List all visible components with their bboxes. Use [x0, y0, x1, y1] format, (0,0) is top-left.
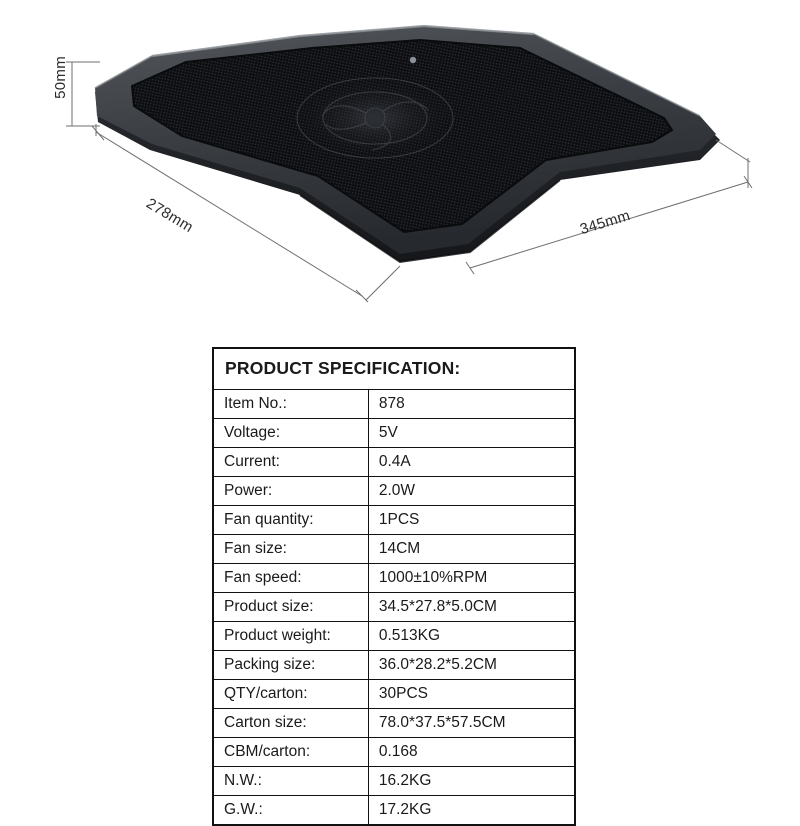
- spec-value-carton-size: 78.0*37.5*57.5CM: [368, 709, 575, 738]
- spec-label-fan-quantity: Fan quantity:: [213, 506, 368, 535]
- spec-label-product-weight: Product weight:: [213, 622, 368, 651]
- spec-label-power: Power:: [213, 477, 368, 506]
- product-specification-table: [212, 347, 576, 826]
- spec-value-item-no: 878: [368, 390, 575, 419]
- spec-table-title-row: [213, 348, 575, 390]
- spec-label-fan-speed: Fan speed:: [213, 564, 368, 593]
- spec-label-qty-carton: QTY/carton:: [213, 680, 368, 709]
- spec-table-title: PRODUCT SPECIFICATION:: [213, 348, 575, 390]
- spec-label-carton-size: Carton size:: [213, 709, 368, 738]
- dimension-depth-label: 278mm: [143, 195, 197, 237]
- product-illustration: [0, 0, 800, 340]
- spec-label-item-no: Item No.:: [213, 390, 368, 419]
- spec-label-packing-size: Packing size:: [213, 651, 368, 680]
- spec-label-current: Current:: [213, 448, 368, 477]
- product-image: [0, 0, 800, 340]
- spec-label-product-size: Product size:: [213, 593, 368, 622]
- table-row: [213, 477, 575, 506]
- spec-value-nw: 16.2KG: [368, 767, 575, 796]
- spec-label-voltage: Voltage:: [213, 419, 368, 448]
- table-row: [213, 738, 575, 767]
- table-row: [213, 506, 575, 535]
- spec-table-body: [213, 348, 575, 825]
- spec-label-fan-size: Fan size:: [213, 535, 368, 564]
- table-row: [213, 419, 575, 448]
- table-row: [213, 564, 575, 593]
- spec-value-product-weight: 0.513KG: [368, 622, 575, 651]
- table-row: [213, 651, 575, 680]
- spec-value-qty-carton: 30PCS: [368, 680, 575, 709]
- spec-value-voltage: 5V: [368, 419, 575, 448]
- spec-label-nw: N.W.:: [213, 767, 368, 796]
- table-row: [213, 535, 575, 564]
- dimension-height-label: 50mm: [52, 56, 69, 99]
- spec-value-product-size: 34.5*27.8*5.0CM: [368, 593, 575, 622]
- spec-label-gw: G.W.:: [213, 796, 368, 826]
- table-row: [213, 767, 575, 796]
- dimension-width-label: 345mm: [578, 206, 633, 239]
- table-row: [213, 680, 575, 709]
- spec-value-fan-size: 14CM: [368, 535, 575, 564]
- table-row: [213, 622, 575, 651]
- table-row: [213, 709, 575, 738]
- spec-value-fan-quantity: 1PCS: [368, 506, 575, 535]
- spec-value-current: 0.4A: [368, 448, 575, 477]
- table-row: [213, 593, 575, 622]
- spec-value-power: 2.0W: [368, 477, 575, 506]
- spec-value-fan-speed: 1000±10%RPM: [368, 564, 575, 593]
- spec-value-cbm-carton: 0.168: [368, 738, 575, 767]
- spec-value-packing-size: 36.0*28.2*5.2CM: [368, 651, 575, 680]
- spec-value-gw: 17.2KG: [368, 796, 575, 826]
- table-row: [213, 390, 575, 419]
- spec-label-cbm-carton: CBM/carton:: [213, 738, 368, 767]
- table-row: [213, 448, 575, 477]
